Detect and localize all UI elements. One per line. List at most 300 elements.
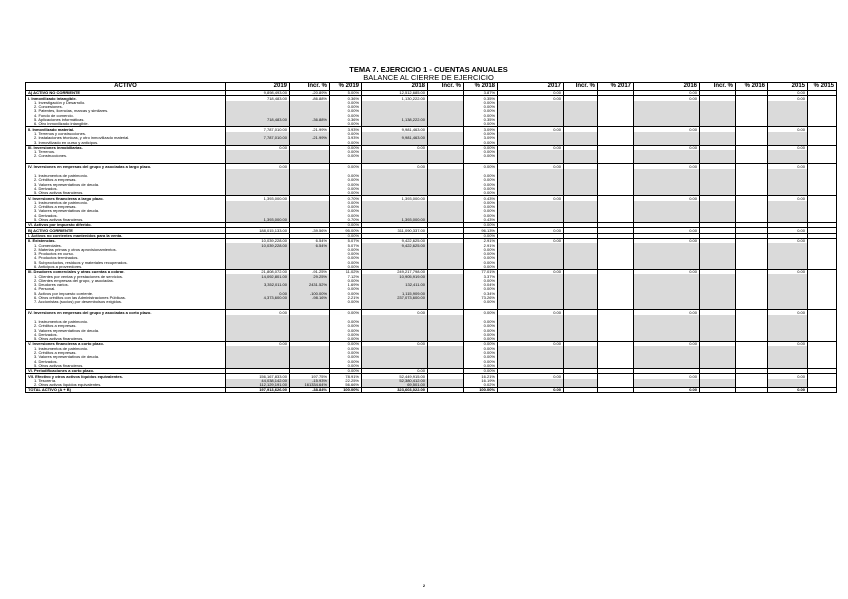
row-label: 1. Comerciales. xyxy=(26,243,226,247)
cell-value: 0.00% xyxy=(330,164,362,169)
cell-value: 0.00% xyxy=(330,182,362,186)
cell-value: 29.25% xyxy=(290,274,330,278)
row-label: 2. Créditos a empresas. xyxy=(26,178,226,182)
cell-value: 9,898,493.00 xyxy=(226,91,290,96)
cell-value: 5.07% xyxy=(330,243,362,247)
cell-value: 0.00 xyxy=(362,342,428,347)
column-header: Incr. % xyxy=(428,83,464,91)
cell-value: 0.00% xyxy=(464,310,498,315)
cell-value: 0.00% xyxy=(464,105,498,109)
cell-value: 323,603,022.00 xyxy=(362,388,428,393)
cell-value: 0.00% xyxy=(464,265,498,270)
row-label: 2. Concesiones. xyxy=(26,105,226,109)
row-label: 4. Derivados. xyxy=(26,359,226,363)
cell-value: 77.01% xyxy=(464,269,498,274)
cell-value: 0.00% xyxy=(464,351,498,355)
cell-value: 0.00% xyxy=(330,209,362,213)
cell-value: 96.13% xyxy=(464,228,498,233)
cell-value: 22.25% xyxy=(330,379,362,383)
cell-value: 3.87% xyxy=(464,91,498,96)
cell-value: 0.00% xyxy=(330,140,362,145)
cell-value: 100.00% xyxy=(330,388,362,393)
cell-value: 0.00% xyxy=(464,342,498,347)
column-header: % 2015 xyxy=(808,83,837,91)
cell-value: 3,352,011.00 xyxy=(226,283,290,287)
cell-value: 0.00% xyxy=(464,209,498,213)
cell-value: 0.00 xyxy=(498,238,564,243)
row-label: 6. Otro inmovilizado intangible. xyxy=(26,122,226,127)
cell-value: 0.00 xyxy=(768,164,808,169)
row-label: 3. Valores representativos de deuda. xyxy=(26,182,226,186)
cell-value: 0.00 xyxy=(634,228,700,233)
row-label: 5. Otros activos financieros. xyxy=(26,191,226,196)
cell-value: 0.00% xyxy=(330,248,362,252)
cell-value: 0.00% xyxy=(330,252,362,256)
cell-value: 69,501.00 xyxy=(362,383,428,388)
cell-value: 0.00 xyxy=(768,238,808,243)
cell-value: 12,512,685.00 xyxy=(362,91,428,96)
row-label: 2. Clientes empresas del grupo, y asociadas. xyxy=(26,279,226,283)
cell-value: 0.00 xyxy=(498,96,564,101)
table-row xyxy=(26,388,837,393)
cell-value: 10,905,919.00 xyxy=(362,274,428,278)
cell-value: 0.00% xyxy=(464,174,498,178)
row-label: 5. Otros activos financieros. xyxy=(26,218,226,223)
cell-value: 0.70% xyxy=(330,218,362,223)
cell-value: 0.00% xyxy=(464,113,498,117)
cell-value: 0.00 xyxy=(634,310,700,315)
cell-value: -38.84% xyxy=(290,388,330,393)
cell-value: 0.00% xyxy=(330,178,362,182)
cell-value: 0.00% xyxy=(330,328,362,332)
cell-value: 0.00 xyxy=(498,145,564,150)
row-label: 3. Patentes, licencias, marcas y similares. xyxy=(26,109,226,113)
cell-value: 0.00% xyxy=(330,333,362,337)
cell-value: 0.00 xyxy=(226,291,290,295)
cell-value: 3.93% xyxy=(330,136,362,140)
cell-value: 0.00 xyxy=(498,388,564,393)
cell-value: 0.00% xyxy=(330,187,362,191)
row-label: 2. Instalaciones técnicas, y otro inmovilizado material. xyxy=(26,136,226,140)
cell-value: -21.99% xyxy=(290,136,330,140)
row-label: II. Existencias. xyxy=(26,238,226,243)
cell-value: 0.00% xyxy=(464,368,498,373)
cell-value: 10,039,228.00 xyxy=(226,238,290,243)
cell-value: 2.91% xyxy=(464,238,498,243)
cell-value: 4,373,600.00 xyxy=(226,296,290,300)
cell-value: 0.00 xyxy=(498,374,564,379)
cell-value: -91.25% xyxy=(290,269,330,274)
cell-value: 0.00% xyxy=(330,279,362,283)
row-label: 5. Activos por impuesto corriente. xyxy=(26,291,226,295)
row-label: TOTAL ACTIVO (A + B) xyxy=(26,388,226,393)
cell-value: 11.02% xyxy=(330,269,362,274)
cell-value: 0.00 xyxy=(768,196,808,201)
cell-value: 9,981,463.00 xyxy=(362,136,428,140)
cell-value: -86.88% xyxy=(290,96,330,101)
sheet-subtitle: BALANCE AL CIERRE DE EJERCICIO xyxy=(363,73,494,82)
cell-value: 0.00 xyxy=(768,388,808,393)
column-header: % 2017 xyxy=(598,83,634,91)
cell-value: 0.00% xyxy=(464,164,498,169)
cell-value: 0.00% xyxy=(464,132,498,136)
column-header: Incr. % xyxy=(564,83,598,91)
page-number: 2 xyxy=(422,583,426,588)
cell-value: 0.00 xyxy=(226,145,290,150)
cell-value: 0.00% xyxy=(330,346,362,350)
cell-value: 0.00% xyxy=(464,213,498,217)
row-label: 5. Otros activos financieros. xyxy=(26,364,226,369)
cell-value: 2.91% xyxy=(464,243,498,247)
row-label: 3. Deudores varios. xyxy=(26,283,226,287)
cell-value: 0.00% xyxy=(464,260,498,264)
row-label: I. Inmovilizado intangible. xyxy=(26,96,226,101)
cell-value: 6.54% xyxy=(290,243,330,247)
row-label: IV. Inversiones en empresas del grupo y asociadas a corto plazo. xyxy=(26,310,226,315)
column-header: Incr. % xyxy=(290,83,330,91)
row-label: 3. Valores representativos de deuda. xyxy=(26,355,226,359)
cell-value: 56.66% xyxy=(330,383,362,388)
row-label: V. Inversiones financieras a largo plazo. xyxy=(26,196,226,201)
cell-value: 0.00 xyxy=(498,310,564,315)
column-header: 2015 xyxy=(768,83,808,91)
cell-value: 0.00% xyxy=(330,223,362,228)
row-label: VI. Activos por impuesto diferido. xyxy=(26,223,226,228)
cell-value: 0.00% xyxy=(330,300,362,304)
cell-value: -36.88% xyxy=(290,118,330,122)
cell-value: 718,483.00 xyxy=(226,118,290,122)
cell-value: 0.00% xyxy=(464,182,498,186)
row-label: 3. Inmovilizado en curso y anticipos. xyxy=(26,140,226,145)
cell-value: 100.00% xyxy=(464,388,498,393)
cell-value: 0.00% xyxy=(464,150,498,154)
row-label: 1. Instrumentos de patrimonio. xyxy=(26,346,226,350)
row-label: VI. Periodificaciones a corto plazo. xyxy=(26,368,226,373)
cell-value: 0.00% xyxy=(464,337,498,342)
cell-value: 0.00% xyxy=(464,109,498,113)
cell-value: 0.00% xyxy=(330,260,362,264)
cell-value: 0.00 xyxy=(768,91,808,96)
cell-value: 16.21% xyxy=(464,374,498,379)
cell-value: 0.00% xyxy=(330,368,362,373)
row-label: III. Inversiones inmobiliarias. xyxy=(26,145,226,150)
cell-value: 1,115,909.00 xyxy=(362,291,428,295)
balance-table xyxy=(25,82,837,393)
cell-value: 0.00% xyxy=(464,346,498,350)
cell-value: 0.00 xyxy=(362,310,428,315)
cell-value xyxy=(564,388,598,393)
cell-value: 10,039,228.00 xyxy=(226,243,290,247)
row-label: 5. Subproductos, residuos y materiales recuperados. xyxy=(26,260,226,264)
cell-value: 0.00 xyxy=(634,388,700,393)
cell-value xyxy=(700,388,736,393)
cell-value: 0.00% xyxy=(330,287,362,291)
cell-value: 1,138,222.00 xyxy=(362,118,428,122)
cell-value: 0.35% xyxy=(464,96,498,101)
cell-value: 0.36% xyxy=(330,96,362,101)
cell-value: 0.00% xyxy=(464,355,498,359)
cell-value: 0.00 xyxy=(498,127,564,132)
column-header: 2019 xyxy=(226,83,290,91)
balance-sheet xyxy=(25,66,832,393)
cell-value: 6.54% xyxy=(290,238,330,243)
row-label: 4. Derivados. xyxy=(26,333,226,337)
cell-value: 14,092,801.00 xyxy=(226,274,290,278)
cell-value: 0.43% xyxy=(464,196,498,201)
row-label: 2. Construcciones. xyxy=(26,154,226,158)
cell-value: 1,393,000.00 xyxy=(226,196,290,201)
cell-value: 0.00% xyxy=(330,359,362,363)
cell-value: 197,913,626.00 xyxy=(226,388,290,393)
cell-value: 0.00% xyxy=(464,223,498,228)
column-header: % 2016 xyxy=(736,83,768,91)
cell-value: 0.00% xyxy=(464,191,498,196)
cell-value: 0.00% xyxy=(464,101,498,105)
column-header: 2017 xyxy=(498,83,564,91)
cell-value: 0.00% xyxy=(464,359,498,363)
cell-value: 0.00% xyxy=(330,205,362,209)
cell-value: 718,483.00 xyxy=(226,96,290,101)
cell-value: 249,217,798.00 xyxy=(362,269,428,274)
cell-value: 0.00 xyxy=(226,310,290,315)
cell-value: 0.00% xyxy=(330,132,362,136)
cell-value: 5.07% xyxy=(330,238,362,243)
row-label: 3. Productos en curso. xyxy=(26,252,226,256)
cell-value: 52,449,915.00 xyxy=(362,374,428,379)
cell-value: 0.00% xyxy=(464,279,498,283)
cell-value: 0.00% xyxy=(330,105,362,109)
row-label: 1. Instrumentos de patrimonio. xyxy=(26,201,226,205)
cell-value xyxy=(428,388,464,393)
sheet-title: TEMA 7. EJERCICIO 1 - CUENTAS ANUALES xyxy=(349,65,508,74)
cell-value: 0.00 xyxy=(226,164,290,169)
row-label: A) ACTIVO NO CORRIENTE xyxy=(26,91,226,96)
cell-value: 0.00 xyxy=(226,342,290,347)
cell-value: 161334.64% xyxy=(290,383,330,388)
cell-value: 0.00% xyxy=(330,113,362,117)
cell-value: 0.00 xyxy=(362,368,428,373)
row-label: 6. Anticipos a proveedores. xyxy=(26,265,226,270)
row-label: 1. Tesorería. xyxy=(26,379,226,383)
cell-value: 0.00% xyxy=(330,150,362,154)
cell-value: 0.00 xyxy=(768,96,808,101)
cell-value: 0.35% xyxy=(464,118,498,122)
column-header: ACTIVO xyxy=(26,83,226,91)
cell-value: 5.00% xyxy=(330,91,362,96)
table-body xyxy=(26,91,837,393)
cell-value: 1,393,000.00 xyxy=(362,218,428,223)
row-label: II. Inmovilizado material. xyxy=(26,127,226,132)
row-label: IV. Inversiones en empresas del grupo y asociadas a largo plazo. xyxy=(26,164,226,169)
row-label: 1. Clientes por ventas y prestaciones de servicios. xyxy=(26,274,226,278)
cell-value: 0.00% xyxy=(330,154,362,158)
column-header: 2018 xyxy=(362,83,428,91)
cell-value: 0.00% xyxy=(464,333,498,337)
row-label: 1. Terrenos. xyxy=(26,150,226,154)
cell-value: 0.00 xyxy=(362,164,428,169)
row-label: 2. Materias primas y otros aprovisionamientos. xyxy=(26,248,226,252)
cell-value: 1,130,222.00 xyxy=(362,96,428,101)
cell-value: 0.00% xyxy=(330,233,362,238)
table-header-row xyxy=(26,83,837,91)
row-label: 6. Otros créditos con las Administraciones Públicas. xyxy=(26,296,226,300)
cell-value: 0.00% xyxy=(464,364,498,369)
cell-value: 0.00 xyxy=(634,238,700,243)
row-label: 4. Productos terminados. xyxy=(26,256,226,260)
cell-value: 0.00 xyxy=(634,164,700,169)
row-label: 5. Otros activos financieros. xyxy=(26,337,226,342)
cell-value: 0.00% xyxy=(330,213,362,217)
cell-value: 0.00% xyxy=(464,324,498,328)
cell-value: 0.00% xyxy=(330,101,362,105)
cell-value: 0.00% xyxy=(330,364,362,369)
cell-value: 3.93% xyxy=(330,127,362,132)
cell-value: 0.00% xyxy=(464,320,498,324)
cell-value: 0.00 xyxy=(768,342,808,347)
cell-value: 0.00% xyxy=(464,140,498,145)
cell-value: 0.00% xyxy=(330,201,362,205)
cell-value: 1,393,000.00 xyxy=(362,196,428,201)
cell-value: 95.00% xyxy=(330,228,362,233)
cell-value: 0.00 xyxy=(634,374,700,379)
cell-value: 0.00% xyxy=(330,191,362,196)
cell-value: 197.75% xyxy=(290,374,330,379)
cell-value: 0.00 xyxy=(634,342,700,347)
cell-value: 0.00 xyxy=(498,228,564,233)
cell-value: 9,422,625.00 xyxy=(362,243,428,247)
cell-value: 0.70% xyxy=(330,196,362,201)
cell-value: 9,422,625.00 xyxy=(362,238,428,243)
cell-value: 0.00% xyxy=(464,178,498,182)
cell-value: 0.00 xyxy=(362,145,428,150)
row-label: 3. Valores representativos de deuda. xyxy=(26,209,226,213)
cell-value: 9,981,463.00 xyxy=(362,127,428,132)
cell-value xyxy=(808,388,837,393)
row-label: 1. Investigación y Desarrollo. xyxy=(26,101,226,105)
cell-value: 0.00% xyxy=(464,252,498,256)
column-header: Incr. % xyxy=(700,83,736,91)
row-label: 1. Terrenos y construcciones. xyxy=(26,132,226,136)
cell-value: 156,167,833.00 xyxy=(226,374,290,379)
row-label: 5. Aplicaciones informáticas. xyxy=(26,118,226,122)
cell-value: 237,073,600.00 xyxy=(362,296,428,300)
cell-value: 0.00% xyxy=(464,287,498,291)
cell-value: 0.00 xyxy=(768,127,808,132)
cell-value: -39.56% xyxy=(290,228,330,233)
cell-value: 73.26% xyxy=(464,296,498,300)
cell-value: 0.00% xyxy=(464,205,498,209)
cell-value: 0.00% xyxy=(464,122,498,127)
cell-value: 0.00% xyxy=(464,201,498,205)
cell-value: 44,038,142.00 xyxy=(226,379,290,383)
row-label: VII. Efectivo y otros activos líquidos equivalentes. xyxy=(26,374,226,379)
row-label: 2. Créditos a empresas. xyxy=(26,324,226,328)
cell-value: -100.00% xyxy=(290,291,330,295)
cell-value: 0.00% xyxy=(330,355,362,359)
row-label: 7. Accionistas (socios) por desembolsos exigidos. xyxy=(26,300,226,304)
cell-value: 0.00% xyxy=(464,300,498,304)
cell-value: 0.00 xyxy=(634,91,700,96)
cell-value: 0.43% xyxy=(464,218,498,223)
row-label: III. Deudores comerciales y otras cuentas a cobrar. xyxy=(26,269,226,274)
cell-value: 0.00% xyxy=(330,320,362,324)
cell-value: 7,787,010.00 xyxy=(226,127,290,132)
cell-value: 0.00% xyxy=(330,351,362,355)
cell-value: -98.16% xyxy=(290,296,330,300)
cell-value: 3.37% xyxy=(464,274,498,278)
cell-value: 0.36% xyxy=(330,118,362,122)
cell-value: 0.00% xyxy=(330,256,362,260)
row-label: 3. Valores representativos de deuda. xyxy=(26,328,226,332)
row-label: 4. Derivados. xyxy=(26,187,226,191)
column-header: 2016 xyxy=(634,83,700,91)
row-label: B) ACTIVO CORRIENTE xyxy=(26,228,226,233)
row-label: 4. Derivados. xyxy=(26,213,226,217)
cell-value: 0.00 xyxy=(634,196,700,201)
cell-value: 2431.52% xyxy=(290,283,330,287)
cell-value: 16.19% xyxy=(464,379,498,383)
column-header: % 2019 xyxy=(330,83,362,91)
cell-value: 0.00 xyxy=(634,96,700,101)
cell-value: 0.00% xyxy=(464,187,498,191)
cell-value xyxy=(598,388,634,393)
cell-value: 0.04% xyxy=(464,283,498,287)
cell-value: 0.00% xyxy=(464,328,498,332)
cell-value: 7,787,010.00 xyxy=(226,136,290,140)
cell-value: 21,808,072.00 xyxy=(226,269,290,274)
cell-value: 0.00% xyxy=(464,145,498,150)
cell-value: 0.00 xyxy=(498,164,564,169)
row-label: 4. Fondo de comercio. xyxy=(26,113,226,117)
cell-value: 0.00 xyxy=(498,342,564,347)
cell-value: 0.00% xyxy=(330,291,362,295)
cell-value: 0.00% xyxy=(330,324,362,328)
cell-value: 0.00% xyxy=(464,154,498,158)
cell-value: 132,411.00 xyxy=(362,283,428,287)
cell-value: 0.00% xyxy=(330,310,362,315)
cell-value: 0.00 xyxy=(634,269,700,274)
cell-value: 0.00% xyxy=(330,145,362,150)
cell-value: 3.09% xyxy=(464,136,498,140)
cell-value: -20.89% xyxy=(290,91,330,96)
cell-value: 0.00 xyxy=(768,310,808,315)
cell-value: 0.00 xyxy=(634,127,700,132)
cell-value: 0.00% xyxy=(330,337,362,342)
cell-value: 0.00 xyxy=(634,145,700,150)
cell-value: 311,090,337.00 xyxy=(362,228,428,233)
cell-value: -15.93% xyxy=(290,379,330,383)
cell-value: 0.00% xyxy=(330,174,362,178)
cell-value: 0.00 xyxy=(498,269,564,274)
cell-value: 0.00% xyxy=(330,122,362,127)
cell-value: 0.02% xyxy=(464,383,498,388)
cell-value: 2.21% xyxy=(330,296,362,300)
row-label: V. Inversiones financieras a corto plazo. xyxy=(26,342,226,347)
cell-value: 0.00 xyxy=(498,91,564,96)
cell-value: 0.00% xyxy=(464,256,498,260)
cell-value: 0.34% xyxy=(464,291,498,295)
cell-value: 0.00 xyxy=(768,228,808,233)
cell-value: -21.99% xyxy=(290,127,330,132)
cell-value: 0.00% xyxy=(330,109,362,113)
cell-value: 3.09% xyxy=(464,127,498,132)
cell-value: 0.00 xyxy=(768,374,808,379)
row-label: I. Activos no corrientes mantenidos para la venta. xyxy=(26,233,226,238)
cell-value: 0.00 xyxy=(768,269,808,274)
cell-value: 112,129,191.00 xyxy=(226,383,290,388)
cell-value: 0.00% xyxy=(330,342,362,347)
row-label: 2. Créditos a empresas. xyxy=(26,205,226,209)
